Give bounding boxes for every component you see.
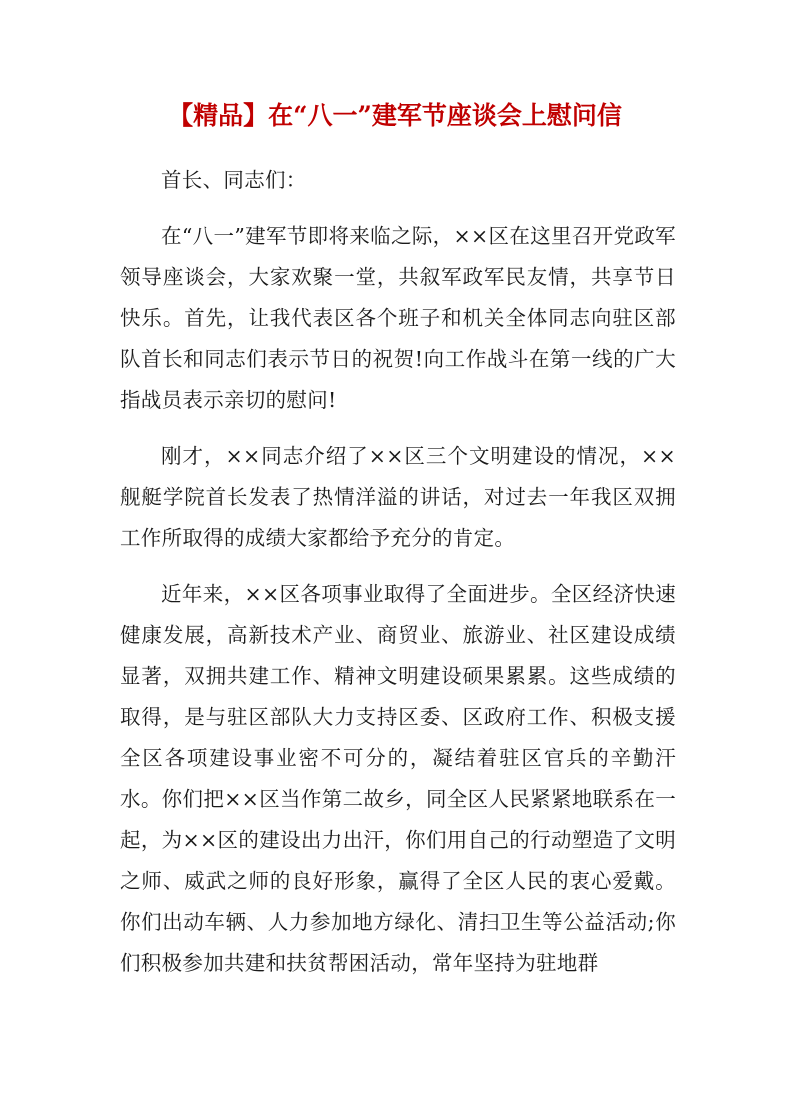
document-body xyxy=(120,160,676,999)
document-title: 【精品】在“八一”建军节座谈会上慰问信 xyxy=(168,101,622,130)
paragraph-3: 近年来，××区各项事业取得了全面进步。全区经济快速健康发展，高新技术产业、商贸业、旅游业、社区建设成绩显著，双拥共建工作、精神文明建设硕果累累。这些成绩的取得，是与驻区部队大力支持区委、区政府工作、积极支援全区各项建设事业密不可分的，凝结着驻区官兵的辛勤汗水。你们把××区当作第二故乡，同全区人民紧紧地联系在一起，为××区的建设出力出汗，你们用自己的行动塑造了文明之师、威武之师的良好形象，赢得了全区人民的衷心爱戴。你们出动车辆、人力参加地方绿化、清扫卫生等公益活动;你们积极参加共建和扶贫帮困活动，常年坚持为驻地群 xyxy=(120,582,676,975)
paragraph-1: 在“八一”建军节即将来临之际，××区在这里召开党政军领导座谈会，大家欢聚一堂，共叙军政军民友情，共享节日快乐。首先，让我代表区各个班子和机关全体同志向驻区部队首长和同志们表示节日的祝贺!向工作战斗在第一线的广大指战员表示亲切的慰问! xyxy=(120,224,676,412)
paragraph-2: 刚才，××同志介绍了××区三个文明建设的情况，××舰艇学院首长发表了热情洋溢的讲话，对过去一年我区双拥工作所取得的成绩大家都给予充分的肯定。 xyxy=(120,444,676,550)
salutation: 首长、同志们： xyxy=(161,168,307,192)
